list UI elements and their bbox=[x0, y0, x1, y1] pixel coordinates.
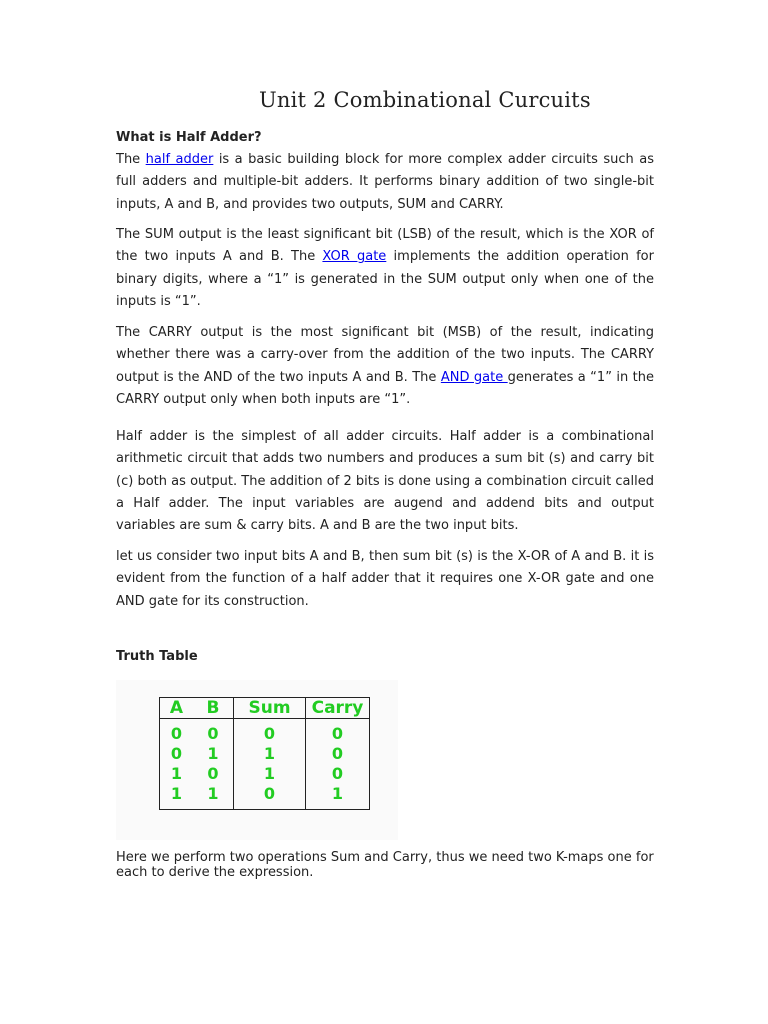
truth-table bbox=[159, 697, 370, 810]
paragraph-half-adder-description: Half adder is the simplest of all adder circuits. Half adder is a combinational arithmetic circuit that adds two numbers and produces a sum bit (s) and carry bit (c) both as output. The addition of 2 bits is done using a combination circuit called a Half adder. The input variables are augend and addend bits and output variables are sum & carry bits. A and B are the two input bits. bbox=[116, 429, 654, 534]
paragraph-intro bbox=[116, 149, 654, 216]
table-row bbox=[160, 743, 370, 763]
cell-carry: 1 bbox=[331, 783, 344, 803]
cell-b: 1 bbox=[193, 783, 234, 810]
header-carry: Carry bbox=[306, 698, 370, 719]
xor-gate-link[interactable]: XOR gate bbox=[322, 249, 387, 265]
truth-table-heading: Truth Table bbox=[116, 649, 198, 664]
cell-b: 0 bbox=[193, 719, 234, 744]
cell-b: 1 bbox=[193, 743, 234, 763]
cell-a: 0 bbox=[170, 743, 183, 763]
half-adder-link[interactable]: half adder bbox=[145, 152, 214, 167]
cell-sum: 0 bbox=[234, 783, 306, 810]
cell-sum: 0 bbox=[234, 719, 306, 744]
and-gate-link[interactable]: AND gate bbox=[440, 369, 508, 385]
cell-a: 1 bbox=[170, 763, 183, 783]
header-b: B bbox=[193, 698, 234, 719]
paragraph-text: The CARRY output is the most significant bit (MSB) of the result, indicating whether there was a carry-over from the addition of the two inputs. The CARRY output is the AND of the two inputs A and B. The bbox=[116, 325, 654, 385]
paragraph-carry-output bbox=[116, 322, 654, 411]
cell-a: 0 bbox=[170, 723, 183, 743]
cell-sum: 1 bbox=[234, 743, 306, 763]
cell-sum: 1 bbox=[234, 763, 306, 783]
header-sum: Sum bbox=[234, 698, 306, 719]
paragraph-text: implements the addition operation for binary digits, where a “1” is generated in the SUM output only when one of the inputs is “1”. bbox=[116, 249, 654, 309]
section-heading-half-adder: What is Half Adder? bbox=[116, 130, 262, 145]
page-title: Unit 2 Combinational Curcuits bbox=[259, 88, 591, 112]
table-row bbox=[160, 719, 370, 744]
table-row bbox=[160, 763, 370, 783]
paragraph-construction: let us consider two input bits A and B, then sum bit (s) is the X-OR of A and B. it is evident from the function of a half adder that it requires one X-OR gate and one AND gate for its construction. bbox=[116, 549, 654, 609]
cell-carry: 0 bbox=[331, 723, 344, 743]
table-row bbox=[160, 783, 370, 810]
paragraph-text: generates a “1” in the CARRY output only when both inputs are “1”. bbox=[116, 369, 654, 407]
paragraph-text: The bbox=[116, 152, 146, 167]
paragraph-text: The SUM output is the least significant bit (LSB) of the result, which is the XOR of the two inputs A and B. The bbox=[116, 227, 654, 265]
cell-a: 1 bbox=[170, 783, 183, 803]
paragraph-closing: Here we perform two operations Sum and Carry, thus we need two K-maps one for each to derive the expression. bbox=[116, 850, 654, 880]
header-a: A bbox=[160, 698, 194, 719]
cell-carry: 0 bbox=[331, 763, 344, 783]
cell-b: 0 bbox=[193, 763, 234, 783]
truth-table-header-row bbox=[160, 698, 370, 719]
paragraph-text: is a basic building block for more complex adder circuits such as full adders and multiple-bit adders. It performs binary addition of two single-bit inputs, A and B, and provides two outputs, SUM and CARRY. bbox=[116, 152, 654, 212]
cell-carry: 0 bbox=[331, 743, 344, 763]
paragraph-sum-output bbox=[116, 224, 654, 313]
